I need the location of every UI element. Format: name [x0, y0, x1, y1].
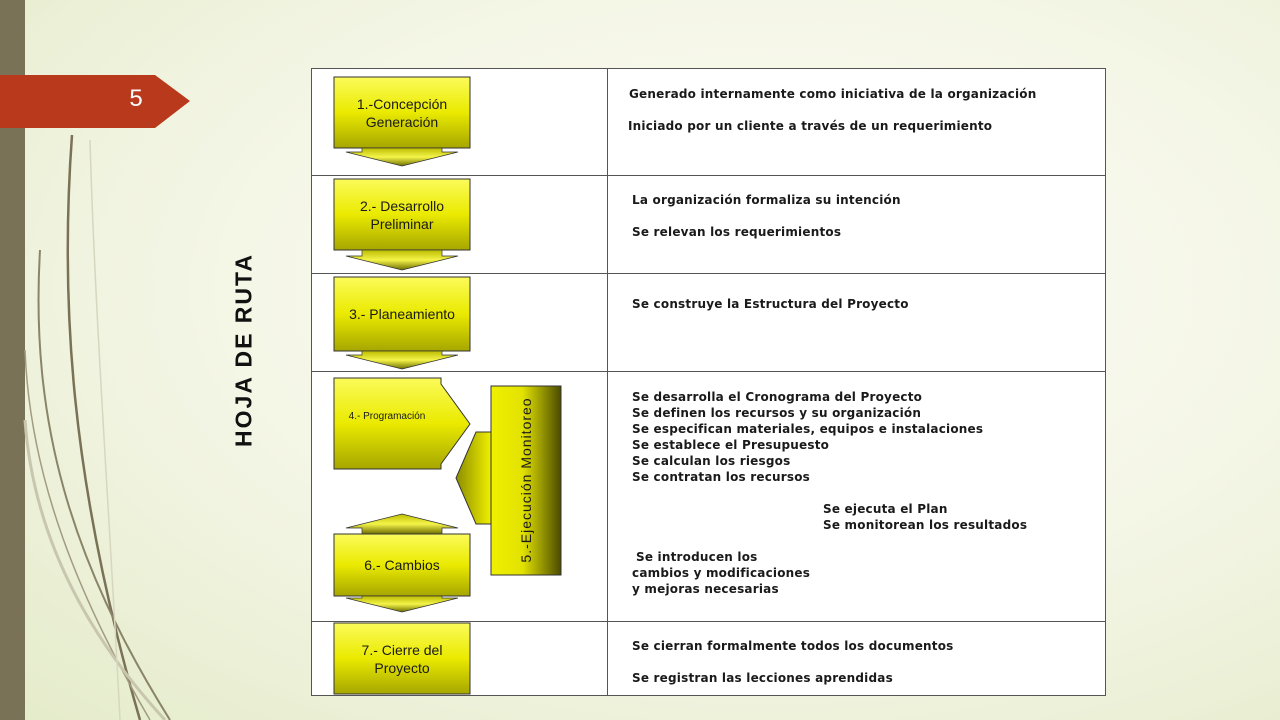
step-6-label: 6.- Cambios: [364, 557, 440, 573]
left-arrow: [456, 428, 491, 524]
description-text: Se introducen los: [636, 550, 758, 564]
description-text: cambios y modificaciones: [632, 566, 811, 580]
description-text: Se construye la Estructura del Proyecto: [632, 297, 909, 311]
page-title: HOJA DE RUTA: [230, 253, 257, 447]
description-text: Se calculan los riesgos: [632, 454, 791, 468]
description-text: Se cierran formalmente todos los documentos: [632, 639, 954, 653]
down-arrow: [346, 148, 458, 166]
step-7-label: 7.- Cierre del Proyecto: [361, 642, 443, 676]
description-text: Generado internamente como iniciativa de la organización: [629, 87, 1037, 101]
down-arrow: [346, 351, 458, 369]
slide-number: 5: [129, 85, 143, 112]
description-text: Se registran las lecciones aprendidas: [632, 671, 893, 685]
description-text: Se monitorean los resultados: [823, 518, 1028, 532]
step-2-label: 2.- Desarrollo Preliminar: [359, 198, 445, 232]
up-arrow: [346, 514, 458, 534]
description-text: Iniciado por un cliente a través de un requerimiento: [628, 119, 993, 133]
description-text: La organización formaliza su intención: [632, 193, 901, 207]
description-text: Se contratan los recursos: [632, 470, 811, 484]
description-text: Se establece el Presupuesto: [632, 438, 830, 452]
description-text: y mejoras necesarias: [632, 582, 779, 596]
description-text: Se desarrolla el Cronograma del Proyecto: [632, 390, 923, 404]
description-text: Se ejecuta el Plan: [823, 502, 948, 516]
description-text: Se especifican materiales, equipos e instalaciones: [632, 422, 984, 436]
description-text: Se definen los recursos y su organización: [632, 406, 922, 420]
step-5-label: 5.-Ejecución Monitoreo: [518, 397, 534, 563]
step-1-label: 1.-Concepción Generación: [356, 96, 448, 130]
down-arrow: [346, 596, 458, 612]
step-4-label: 4.- Programación: [348, 411, 426, 422]
down-arrow: [346, 250, 458, 270]
step-3-label: 3.- Planeamiento: [349, 306, 455, 322]
description-text: Se relevan los requerimientos: [632, 225, 842, 239]
